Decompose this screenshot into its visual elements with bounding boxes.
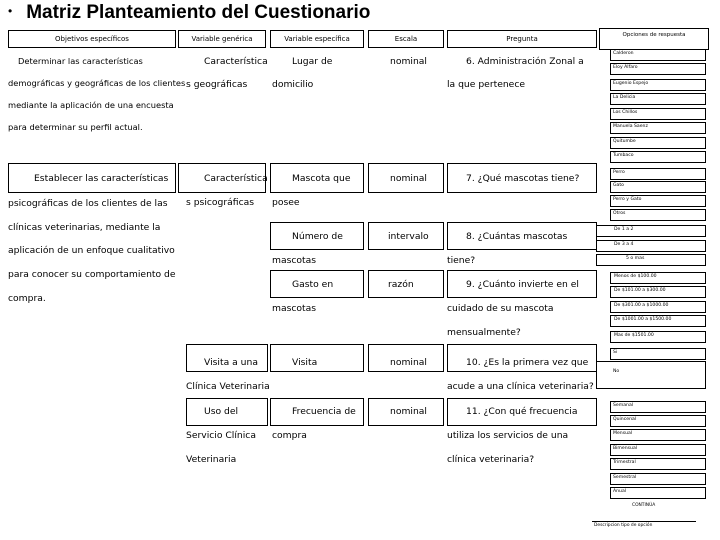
var-gen-visita-1: Visita a una xyxy=(204,357,258,368)
opcion-frecuencia-3: Mensual xyxy=(613,431,633,436)
var-gen-psico-2: s psicográficas xyxy=(186,197,255,208)
escala-11: nominal xyxy=(390,406,427,417)
opcion-frecuencia-2: Quincenal xyxy=(613,417,637,422)
header-variable-especifica-label: Variable específica xyxy=(284,35,350,43)
pregunta-8-line-1: 8. ¿Cuántas mascotas xyxy=(466,231,568,242)
opcion-zona-6: Manuela Saenz xyxy=(613,124,648,129)
title-text: Matriz Planteamiento del Cuestionario xyxy=(26,2,371,23)
var-esp-domicilio-2: domicilio xyxy=(272,79,314,90)
opcion-frecuencia-6: Semestral xyxy=(613,475,637,480)
header-variable-especifica xyxy=(270,30,364,48)
var-gen-visita-2: Clínica Veterinaria xyxy=(186,381,270,392)
header-opciones xyxy=(599,28,709,50)
opcion-mascota-box-2 xyxy=(610,181,706,193)
pregunta-9-line-1: 9. ¿Cuánto invierte en el xyxy=(466,279,579,290)
var-esp-frecuencia-2: compra xyxy=(272,430,307,441)
var-esp-frecuencia-1: Frecuencia de xyxy=(292,406,356,417)
opcion-visita-box-2 xyxy=(596,361,706,389)
opcion-zona-1: Calderon xyxy=(613,51,634,56)
opcion-gasto-5: Mas de $1501.00 xyxy=(614,333,654,338)
var-esp-gasto-2: mascotas xyxy=(272,303,317,314)
objetivo-1-line-2: demográficas y geográficas de los clientes xyxy=(8,78,186,88)
var-esp-domicilio-1: Lugar de xyxy=(292,56,333,67)
opcion-cantidad-2: De 3 a 4 xyxy=(614,242,634,247)
var-esp-visita: Visita xyxy=(292,357,318,368)
pregunta-9-line-3: mensualmente? xyxy=(447,327,521,338)
header-objetivos-label: Objetivos específicos xyxy=(55,35,129,43)
pregunta-10-line-1: 10. ¿Es la primera vez que xyxy=(466,357,589,368)
escala-8: intervalo xyxy=(388,231,429,242)
bullet-icon: • xyxy=(8,4,13,18)
header-variable-generica xyxy=(178,30,266,48)
opcion-frecuencia-4: Bimensual xyxy=(613,446,638,451)
objetivo-2-line-5: para conocer su comportamiento de xyxy=(8,269,176,280)
escala-9: razón xyxy=(388,279,414,290)
pregunta-11-line-3: clínica veterinaria? xyxy=(447,454,535,465)
opcion-mascota-4: Otros xyxy=(613,211,626,216)
header-opciones-label: Opciones de respuesta xyxy=(622,32,686,38)
pregunta-11-line-2: utiliza los servicios de una xyxy=(447,430,569,441)
opcion-gasto-1: Menos de $100.00 xyxy=(614,274,657,279)
opcion-mascota-3: Perro y Gato xyxy=(613,197,642,202)
var-gen-geo-2: s geográficas xyxy=(186,79,248,90)
pregunta-8-line-2: tiene? xyxy=(447,255,476,266)
opcion-zona-4: La Delicia xyxy=(613,95,636,100)
opcion-cantidad-box-1 xyxy=(596,225,706,237)
escala-10: nominal xyxy=(390,357,427,368)
escala-7: nominal xyxy=(390,173,427,184)
opcion-frecuencia-1: Semanal xyxy=(613,403,634,408)
opcion-gasto-2: De $101.00 a $300.00 xyxy=(614,288,666,293)
escala-6: nominal xyxy=(390,56,427,67)
opcion-zona-8: Tumbaco xyxy=(613,153,634,158)
opcion-cantidad-1: De 1 a 2 xyxy=(614,227,634,232)
opcion-cantidad-3: 5 o mas xyxy=(626,256,645,261)
pregunta-6-line-1: 6. Administración Zonal a xyxy=(466,56,584,67)
pregunta-7: 7. ¿Qué mascotas tiene? xyxy=(466,173,580,184)
objetivo-1-line-3: mediante la aplicación de una encuesta xyxy=(8,100,174,110)
var-gen-uso-3: Veterinaria xyxy=(186,454,237,465)
objetivo-1-line-1: Determinar las características xyxy=(18,56,143,66)
var-esp-numero-1: Número de xyxy=(292,231,343,242)
objetivo-2-line-3: clínicas veterinarias, mediante la xyxy=(8,222,161,233)
opcion-visita-2: No xyxy=(613,369,620,374)
objetivo-2-line-1: Establecer las características xyxy=(34,173,169,184)
objetivo-2-line-4: aplicación de un enfoque cualitativo xyxy=(8,245,175,256)
var-esp-gasto-1: Gasto en xyxy=(292,279,334,290)
opcion-cantidad-box-2 xyxy=(596,240,706,252)
opcion-gasto-4: De $1001.00 a $1500.00 xyxy=(614,317,672,322)
objetivo-2-line-2: psicográficas de los clientes de las xyxy=(8,198,168,209)
opcion-mascota-1: Perro xyxy=(613,170,625,175)
opcion-mascota-2: Gato xyxy=(613,183,624,188)
footer-label: Descripcion tipo de opción xyxy=(594,523,653,528)
pregunta-6-line-2: la que pertenece xyxy=(447,79,526,90)
header-pregunta xyxy=(447,30,597,48)
var-gen-uso-2: Servicio Clínica xyxy=(186,430,256,441)
var-gen-uso-1: Uso del xyxy=(204,406,239,417)
objetivo-1-line-4: para determinar su perfil actual. xyxy=(8,122,143,132)
opcion-zona-5: Los Chillos xyxy=(613,110,638,115)
opcion-visita-box-1 xyxy=(610,348,706,360)
opcion-gasto-3: De $301.00 a $1000.00 xyxy=(614,303,669,308)
var-gen-geo-1: Característica xyxy=(204,56,268,67)
var-esp-mascota-2: posee xyxy=(272,197,300,208)
var-esp-numero-2: mascotas xyxy=(272,255,317,266)
continua-label: CONTINÚA xyxy=(632,503,656,508)
opcion-zona-2: Eloy Alfaro xyxy=(613,65,638,70)
pregunta-9-line-2: cuidado de su mascota xyxy=(447,303,554,314)
footer-rule xyxy=(592,521,696,522)
header-objetivos xyxy=(8,30,176,48)
page-title xyxy=(8,2,370,24)
objetivo-2-line-6: compra. xyxy=(8,293,46,304)
header-variable-generica-label: Variable genérica xyxy=(191,35,253,43)
pregunta-10-line-2: acude a una clínica veterinaria? xyxy=(447,381,594,392)
opcion-zona-3: Eugenio Espejo xyxy=(613,81,649,86)
opcion-frecuencia-7: Anual xyxy=(613,489,627,494)
opcion-frecuencia-5: Trimestral xyxy=(613,460,636,465)
var-esp-mascota-1: Mascota que xyxy=(292,173,351,184)
var-gen-psico-1: Característica xyxy=(204,173,268,184)
pregunta-11-line-1: 11. ¿Con qué frecuencia xyxy=(466,406,578,417)
header-escala xyxy=(368,30,444,48)
opcion-visita-1: Si xyxy=(613,350,618,355)
opcion-cantidad-box-3 xyxy=(596,254,706,266)
opcion-zona-7: Quitumbe xyxy=(613,139,636,144)
header-pregunta-label: Pregunta xyxy=(506,35,538,43)
header-escala-label: Escala xyxy=(394,35,418,43)
